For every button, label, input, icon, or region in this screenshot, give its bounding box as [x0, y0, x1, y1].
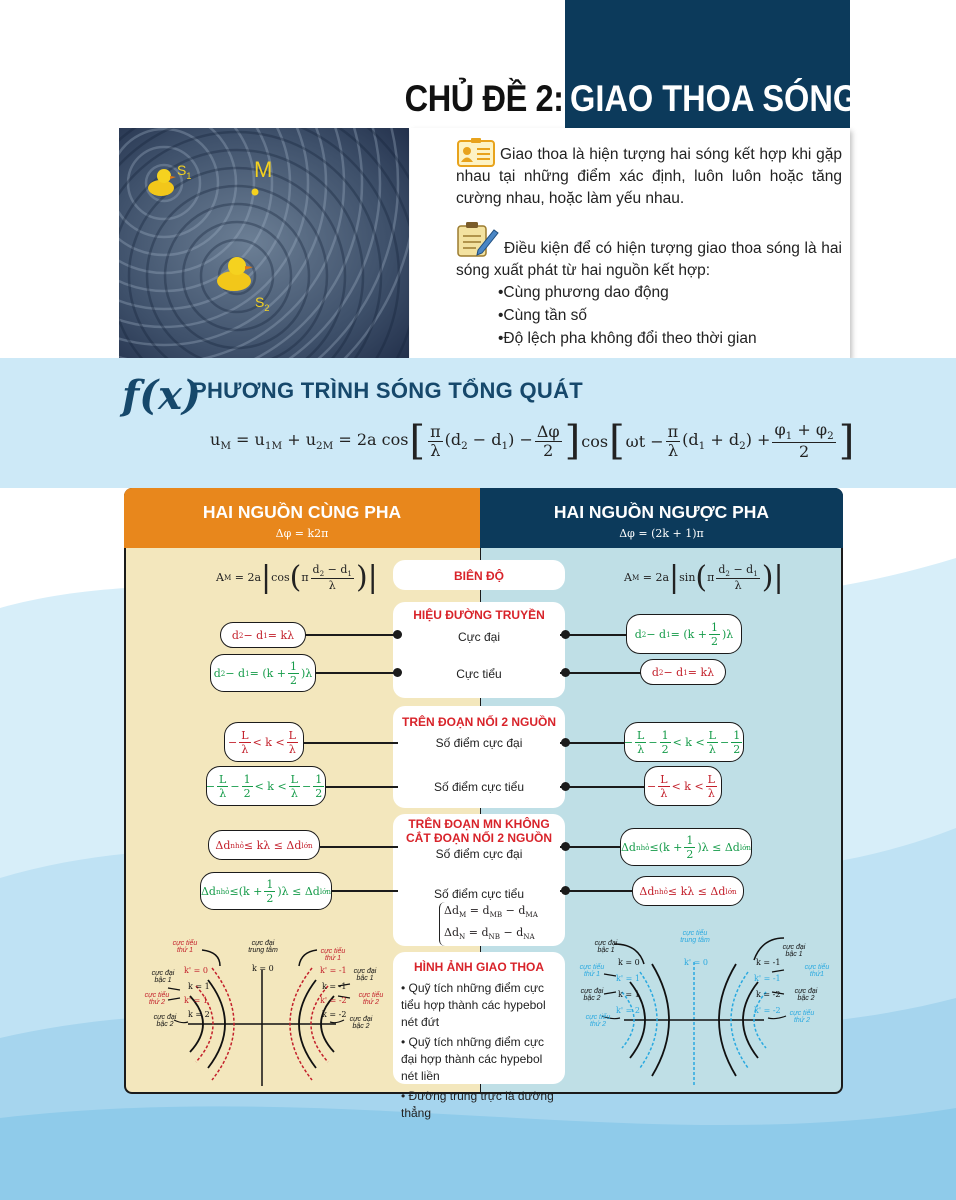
- formula-title: PHƯƠNG TRÌNH SÓNG TỔNG QUÁT: [192, 378, 584, 403]
- k-label: k = 0: [252, 964, 274, 973]
- interference-image-title: HÌNH ẢNH GIAO THOA: [414, 960, 544, 974]
- diagram-label: cực đại bậc 2: [794, 988, 818, 1002]
- k-label: k = 1: [618, 990, 640, 999]
- k-label: k' = -2: [754, 1006, 781, 1015]
- min-label: Cực tiểu: [456, 667, 502, 681]
- connector-dot: [561, 782, 570, 791]
- amplitude-box: [393, 560, 565, 590]
- source-2-label: $S_2$: [255, 294, 270, 313]
- count-min-label: Số điểm cực tiểu: [433, 887, 525, 901]
- in-phase-segment-min: − $\frac{L}{\lambda}$ − $\frac{1}{2}$ < k < $\frac{L}{\lambda}$ − $\frac{1}{2}$: [206, 766, 326, 806]
- connector: [320, 846, 398, 848]
- anti-phase-title: HAI NGUỒN NGƯỢC PHA: [553, 502, 770, 522]
- page-title: GIAO THOA SÓNG: [570, 78, 859, 119]
- diagram-label: cực đại bậc 2: [580, 988, 604, 1002]
- k-label: k' = 0: [184, 966, 208, 975]
- k-label: k' = 2: [616, 1006, 640, 1015]
- k-label: k' = 0: [684, 958, 708, 967]
- diagram-label: cực đại bậc 2: [349, 1016, 373, 1030]
- in-phase-header: [124, 488, 480, 548]
- k-label: k' = 1: [184, 996, 208, 1005]
- interference-image-box: [393, 952, 565, 1120]
- connector: [560, 786, 644, 788]
- anti-phase-max-formula: d 2 − d 1 = (k + $\frac{1}{2}$ )λ: [626, 614, 742, 654]
- in-phase-max-formula: d 2 − d 1 = kλ: [220, 622, 306, 648]
- k-label: k' = -1: [320, 966, 347, 975]
- wave-photo: [119, 128, 409, 358]
- in-phase-condition: Δφ = k2π: [275, 527, 329, 540]
- connector: [560, 672, 642, 674]
- anti-phase-segment-min: − $\frac{L}{\lambda}$ < k < $\frac{L}{\lambda}$: [644, 766, 722, 806]
- connector: [304, 634, 398, 636]
- diagram-label: cực tiểu thứ 2: [144, 992, 170, 1006]
- diagram-label: cực tiểu thứ 2: [358, 992, 384, 1006]
- source-1-label: $S_1$: [177, 162, 192, 181]
- k-label: k = -2: [756, 990, 781, 999]
- diagram-label: cực đại bậc 2: [153, 1014, 177, 1028]
- in-phase-mn-max: Δd nhỏ ≤ kλ ≤ Δd lớn: [208, 830, 320, 860]
- diagram-label: cực tiểu thứ 2: [585, 1014, 611, 1028]
- k-label: k' = -2: [320, 996, 347, 1005]
- in-phase-amplitude: A M = 2a | cos ( π $\frac{d_2 - d_1}{\lambda}$ ) |: [216, 560, 378, 595]
- connector: [332, 890, 398, 892]
- k-label: k = -1: [756, 958, 781, 967]
- interference-note: • Quỹ tích những điểm cực đại hợp thành các hypebol nét liền: [401, 1035, 544, 1083]
- count-max-label: Số điểm cực đại: [435, 736, 523, 750]
- definition-text: Giao thoa là hiện tượng hai sóng kết hợp khi gặp nhau tại những điểm xác định, luôn luôn hoặc tăng cường nhau, hoặc làm yếu nhau.: [456, 146, 842, 207]
- connector-dot: [561, 738, 570, 747]
- anti-phase-header: [480, 488, 843, 548]
- chapter-label: CHỦ ĐỀ 2:: [405, 78, 564, 119]
- diagram-label: cực đại bậc 1: [151, 970, 175, 984]
- connector-dot: [393, 668, 402, 677]
- point-m-label: M: [254, 157, 273, 182]
- connector: [304, 742, 398, 744]
- connector: [560, 890, 634, 892]
- diagram-label: cực tiểu thứ 2: [789, 1010, 815, 1024]
- condition-text: Điều kiện để có hiện tượng giao thoa sóng là hai sóng xuất phát từ hai nguồn kết hợp:: [456, 240, 842, 279]
- k-label: k = -1: [322, 982, 347, 991]
- interference-note: • Quỹ tích những điểm cực tiểu hợp thành các hypebol nét đứt: [401, 981, 546, 1029]
- k-label: k' = -1: [754, 974, 781, 983]
- mn-title: CẮT ĐOẠN NỐI 2 NGUỒN: [405, 831, 552, 845]
- connector-dot: [561, 668, 570, 677]
- connector: [316, 672, 398, 674]
- diagram-label: cực tiểu thứ1: [804, 964, 830, 978]
- connector-dot: [393, 630, 402, 639]
- diagram-label: cực tiểu thứ 1: [579, 964, 605, 978]
- mn-distance-formulas: $\Delta d_M = d_{MB} - d_{MA}$ $\Delta d_N = d_{NB} - d_{NA}$: [439, 902, 538, 946]
- count-min-label: Số điểm cực tiểu: [433, 780, 525, 794]
- k-label: k' = 1: [616, 974, 640, 983]
- connector-dot: [561, 842, 570, 851]
- k-label: k = 0: [618, 958, 640, 967]
- diagram-label: cực tiểu thứ 1: [172, 940, 198, 954]
- anti-phase-mn-max: Δd nhỏ ≤(k + $\frac{1}{2}$ )λ ≤ Δd lớn: [620, 828, 752, 866]
- diagram-label: cực đại bậc 1: [782, 944, 806, 958]
- anti-phase-condition: Δφ = (2k + 1)π: [619, 527, 704, 540]
- path-difference-box: [393, 602, 565, 698]
- diagram-label: cực tiểu trung tâm: [680, 930, 710, 944]
- interference-note: • Đường trung trực là đường thẳng: [401, 1089, 554, 1120]
- k-label: k = -2: [322, 1010, 347, 1019]
- connector: [560, 634, 628, 636]
- in-phase-mn-min: Δd nhỏ ≤(k + $\frac{1}{2}$ )λ ≤ Δd lớn: [200, 872, 332, 910]
- diagram-label: cực đại bậc 1: [594, 940, 618, 954]
- segment-title: TRÊN ĐOẠN NỐI 2 NGUỒN: [401, 715, 556, 729]
- anti-phase-mn-min: Δd nhỏ ≤ kλ ≤ Δd lớn: [632, 876, 744, 906]
- k-label: k = 2: [188, 1010, 210, 1019]
- max-label: Cực đại: [457, 630, 501, 644]
- count-max-label: Số điểm cực đại: [435, 847, 523, 861]
- k-label: k = 1: [188, 982, 210, 991]
- mn-title: TRÊN ĐOẠN MN KHÔNG: [408, 817, 550, 831]
- condition-item: •Cùng tần số: [498, 307, 588, 324]
- anti-phase-diagram: [574, 924, 838, 1088]
- anti-phase-min-formula: d 2 − d 1 = kλ: [640, 659, 726, 685]
- connector-dot: [561, 630, 570, 639]
- diagram-label: cực đại trung tâm: [248, 940, 278, 954]
- condition-item: •Độ lệch pha không đổi theo thời gian: [498, 330, 757, 347]
- in-phase-title: HAI NGUỒN CÙNG PHA: [202, 502, 402, 522]
- intro-panel: [410, 128, 850, 358]
- in-phase-diagram: [130, 938, 388, 1088]
- diagram-label: cực tiểu thứ 1: [320, 948, 346, 962]
- general-equation: $u_M = u_{1M} + u_{2M} = 2a$ cos [ $\frac{\pi}{\lambda}$ $(d_2 - d_1)$ − $\frac{\Delta\varphi}{2}$ ] cos [ ωt − $\frac{\pi}{\lambda}$ $(d_1 + d_2)$ + $\frac{\varphi_1 + \varphi_2}{2}$ ]: [210, 418, 855, 464]
- diagram-label: cực đại bậc 1: [353, 968, 377, 982]
- connector: [326, 786, 398, 788]
- segment-box: [393, 706, 565, 808]
- connector-dot: [561, 886, 570, 895]
- condition-item: •Cùng phương dao động: [498, 284, 669, 301]
- in-phase-min-formula: d 2 − d 1 = (k + $\frac{1}{2}$ )λ: [210, 654, 316, 692]
- anti-phase-amplitude: A M = 2a | sin ( π $\frac{d_2 - d_1}{\lambda}$ ) |: [624, 560, 784, 595]
- function-icon: f(x): [122, 372, 201, 419]
- in-phase-segment-max: − $\frac{L}{\lambda}$ < k < $\frac{L}{\lambda}$: [224, 722, 304, 762]
- mn-segment-box: [393, 814, 565, 946]
- path-difference-title: HIỆU ĐƯỜNG TRUYỀN: [413, 608, 545, 622]
- anti-phase-segment-max: − $\frac{L}{\lambda}$ − $\frac{1}{2}$ < k < $\frac{L}{\lambda}$ − $\frac{1}{2}$: [624, 722, 744, 762]
- amplitude-title: BIÊN ĐỘ: [453, 569, 504, 583]
